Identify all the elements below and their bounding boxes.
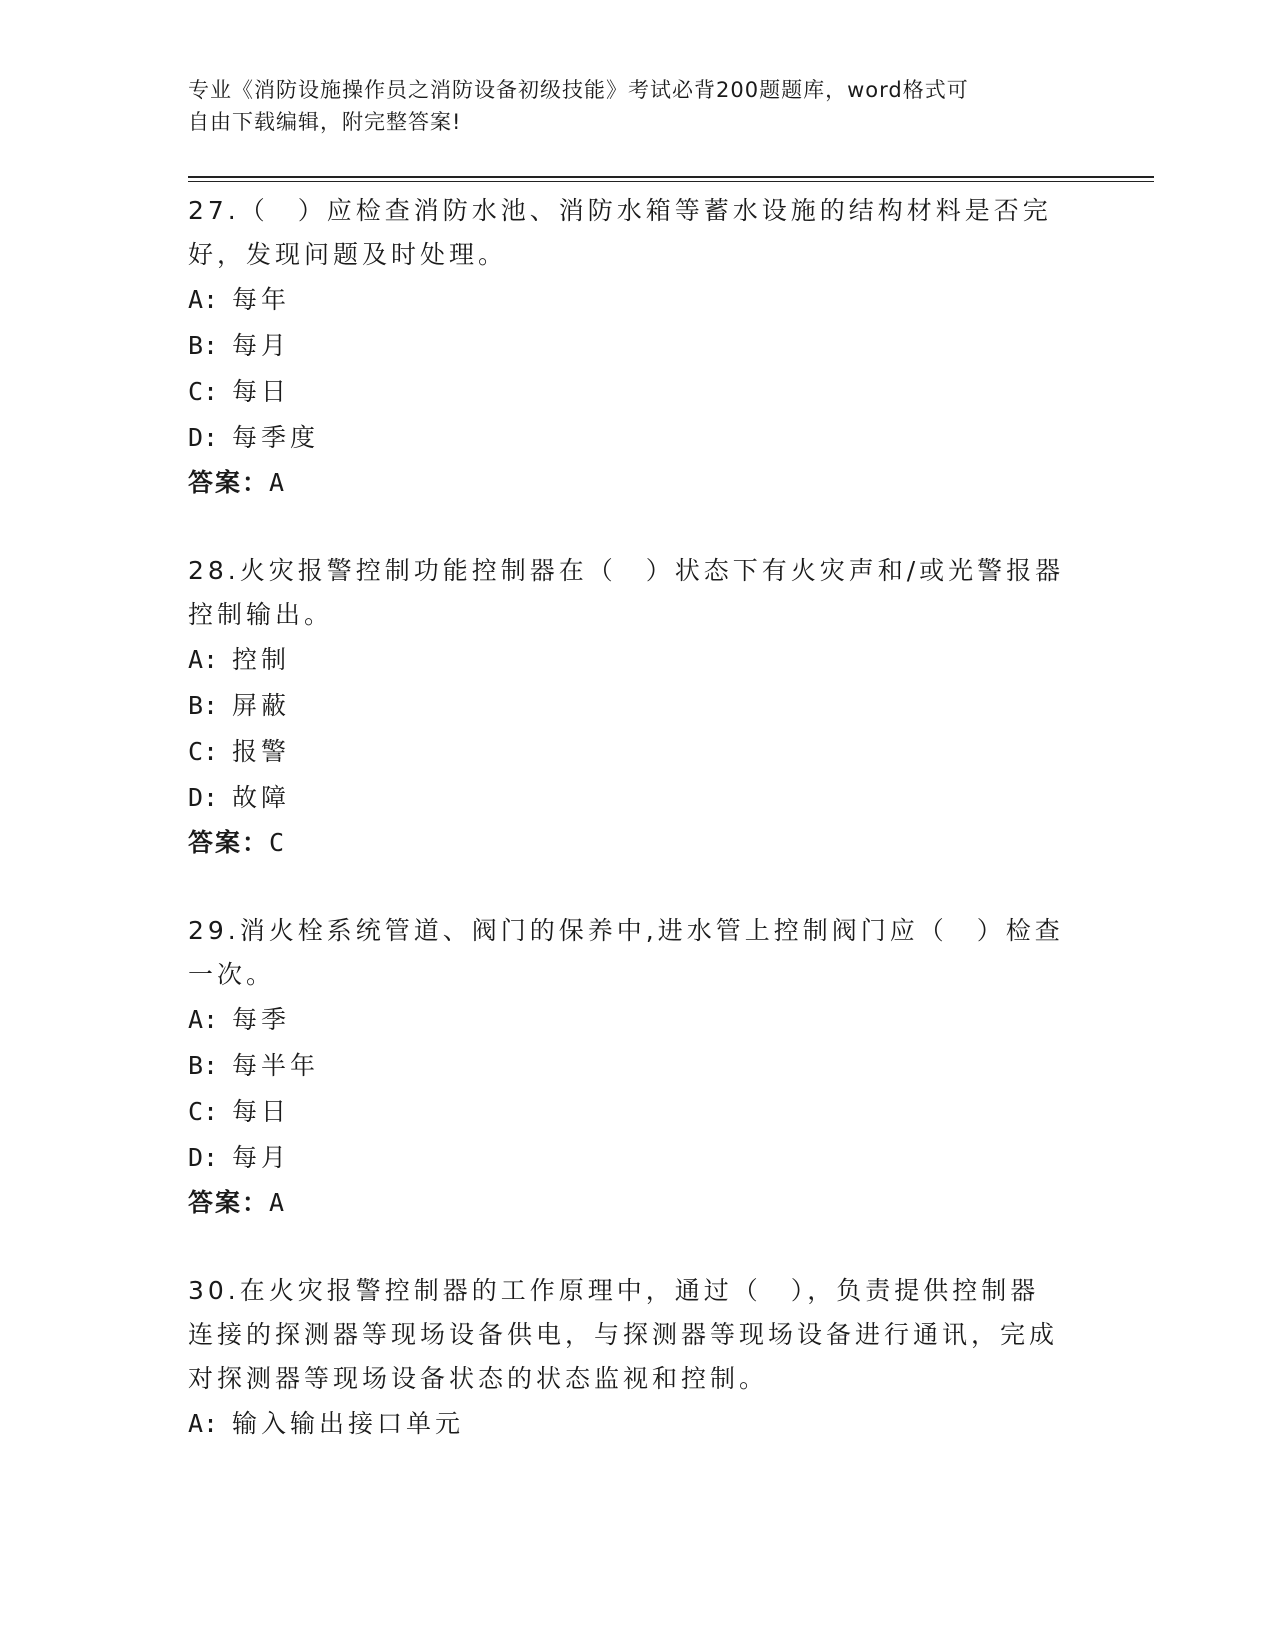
- option-key: C:: [188, 737, 219, 766]
- header-title-line-1: 专业《消防设施操作员之消防设备初级技能》考试必背200题题库，word格式可: [188, 78, 969, 102]
- option-d: [188, 1135, 1088, 1181]
- answer-line: [188, 461, 1088, 505]
- header-divider-thick: [188, 176, 1154, 178]
- option-key: B:: [188, 691, 219, 720]
- answer-line: [188, 821, 1088, 865]
- option-key: C:: [188, 1097, 219, 1126]
- option-key: C:: [188, 377, 219, 406]
- option-a: [188, 637, 1088, 683]
- option-a: [188, 1401, 1088, 1447]
- option-b: [188, 683, 1088, 729]
- option-key: A:: [188, 1005, 219, 1034]
- answer-label: 答案：: [188, 1188, 270, 1217]
- header-title-line-2: 自由下载编辑，附完整答案!: [188, 110, 462, 134]
- option-key: B:: [188, 331, 219, 360]
- option-a: [188, 997, 1088, 1043]
- answer-value: A: [269, 1188, 285, 1217]
- option-text: 故障: [232, 783, 291, 812]
- option-key: B:: [188, 1051, 219, 1080]
- question-29: [188, 909, 1088, 1225]
- option-text: 每半年: [232, 1051, 320, 1080]
- question-stem: 29.消火栓系统管道、阀门的保养中,进水管上控制阀门应（ ）检查一次。: [188, 916, 1064, 989]
- option-b: [188, 1043, 1088, 1089]
- question-28: [188, 549, 1088, 865]
- question-27: [188, 189, 1088, 505]
- header-divider-thin: [188, 181, 1154, 182]
- answer-label: 答案：: [188, 828, 270, 857]
- option-d: [188, 775, 1088, 821]
- option-text: 每月: [232, 331, 291, 360]
- option-d: [188, 415, 1088, 461]
- option-text: 每年: [232, 285, 291, 314]
- answer-label: 答案：: [188, 468, 270, 497]
- option-text: 屏蔽: [232, 691, 291, 720]
- question-30: [188, 1269, 1088, 1447]
- option-key: D:: [188, 783, 219, 812]
- option-c: [188, 729, 1088, 775]
- option-key: A:: [188, 645, 219, 674]
- document-header: [188, 74, 1068, 138]
- option-text: 报警: [232, 737, 291, 766]
- question-stem: 28.火灾报警控制功能控制器在（ ）状态下有火灾声和/或光警报器控制输出。: [188, 556, 1065, 629]
- option-c: [188, 1089, 1088, 1135]
- option-key: D:: [188, 1143, 219, 1172]
- question-stem: 27.（ ）应检查消防水池、消防水箱等蓄水设施的结构材料是否完好，发现问题及时处理。: [188, 196, 1052, 269]
- option-key: D:: [188, 423, 219, 452]
- option-text: 每季: [232, 1005, 291, 1034]
- question-list: [188, 189, 1088, 1491]
- option-b: [188, 323, 1088, 369]
- option-a: [188, 277, 1088, 323]
- answer-value: C: [269, 828, 285, 857]
- option-key: A:: [188, 285, 219, 314]
- option-text: 每月: [232, 1143, 291, 1172]
- option-text: 每日: [232, 377, 291, 406]
- answer-value: A: [269, 468, 285, 497]
- option-text: 控制: [232, 645, 291, 674]
- option-text: 每日: [232, 1097, 291, 1126]
- option-c: [188, 369, 1088, 415]
- question-stem: 30.在火灾报警控制器的工作原理中，通过（ ），负责提供控制器连接的探测器等现场设备供电，与探测器等现场设备进行通讯，完成对探测器等现场设备状态的状态监视和控制。: [188, 1276, 1059, 1393]
- answer-line: [188, 1181, 1088, 1225]
- option-text: 输入输出接口单元: [232, 1409, 465, 1438]
- option-text: 每季度: [232, 423, 320, 452]
- option-key: A:: [188, 1409, 219, 1438]
